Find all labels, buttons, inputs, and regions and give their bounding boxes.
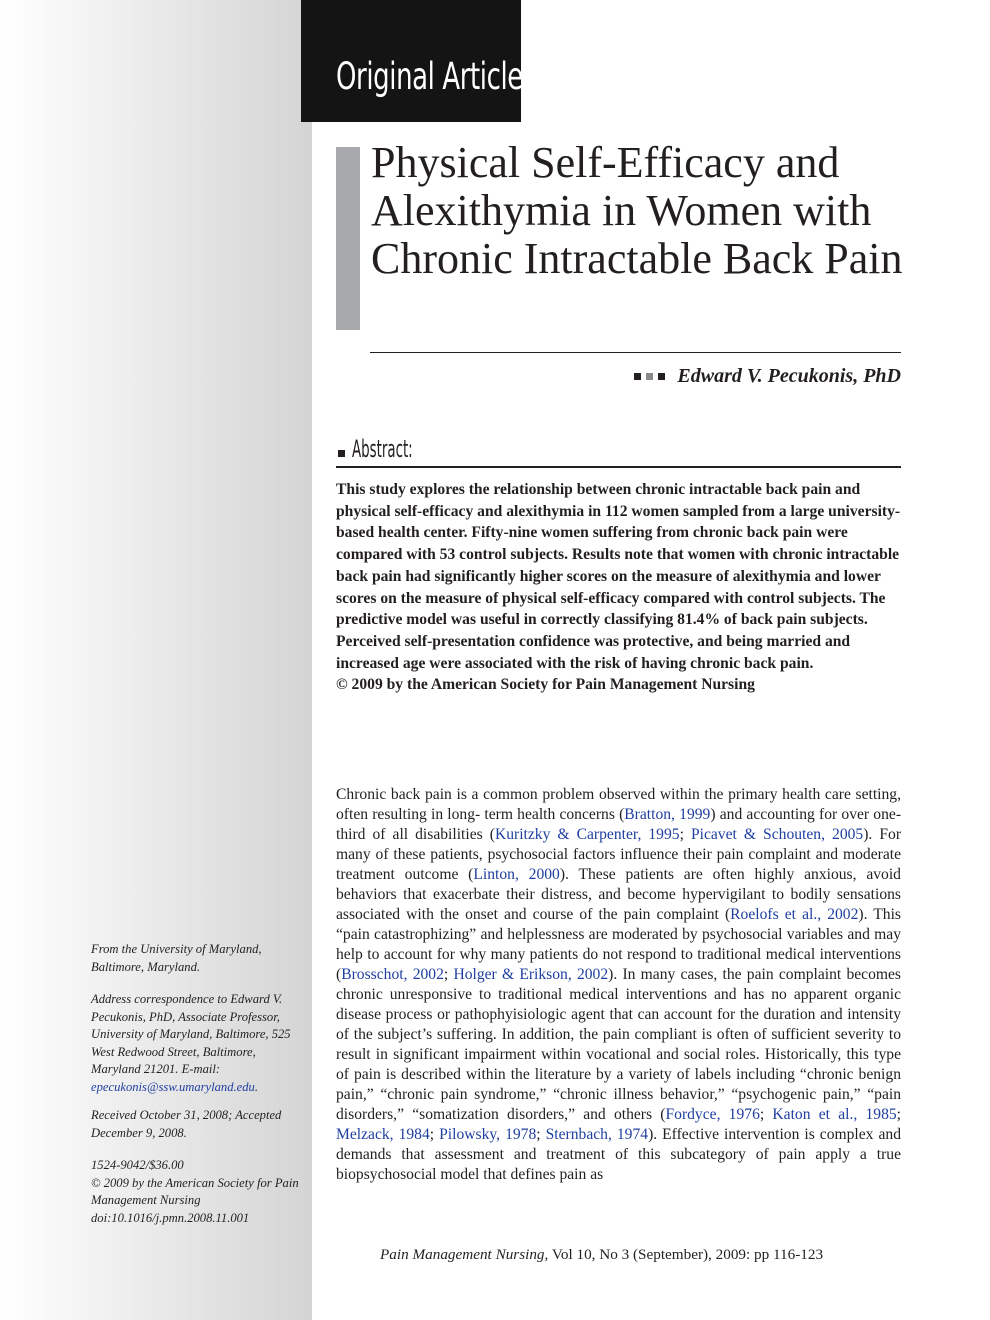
footnote-publication xyxy=(91,1157,306,1227)
footnote-address-end: . xyxy=(254,1079,259,1094)
footnote-affiliation: From the University of Maryland, Baltimore, Maryland. xyxy=(91,942,262,974)
abstract-divider xyxy=(336,466,901,468)
journal-name: Pain Management Nursing, xyxy=(380,1246,549,1263)
article-type-label: Original Article xyxy=(336,55,523,98)
journal-details: Vol 10, No 3 (September), 2009: pp 116-123 xyxy=(548,1246,824,1263)
body-text: ; xyxy=(759,1106,773,1123)
abstract-copyright: © 2009 by the American Society for Pain Management Nursing xyxy=(336,676,755,694)
citation-link[interactable]: Linton, 2000 xyxy=(473,866,560,883)
title-accent-bar xyxy=(336,147,360,330)
citation-link[interactable]: Kuritzky & Carpenter, 1995 xyxy=(494,826,680,843)
abstract xyxy=(336,479,901,696)
footnote-address-text: Address correspondence to Edward V. Pecukonis, PhD, Associate Professor, University of Maryland, Baltimore, 525 West Redwood Street, Baltimore, Maryland 21201. E-mail: xyxy=(91,992,291,1076)
body-paragraph xyxy=(336,785,901,1185)
body-text: ). Effective intervention is complex and demands that assessment and treatment of this subcategory of pain apply a true biopsychosocial model that defines pain as xyxy=(336,1126,901,1183)
body-text: ; xyxy=(536,1126,546,1143)
footnote-doi: doi:10.1016/j.pmn.2008.11.001 xyxy=(91,1210,250,1225)
citation-link[interactable]: Sternbach, 1974 xyxy=(545,1126,649,1143)
citation-link[interactable]: Bratton, 1999 xyxy=(624,806,711,823)
citation-link[interactable]: Holger & Erikson, 2002 xyxy=(453,966,609,983)
body-text: ). This “pain catastrophizing” and helplessness are moderated by psychosocial variables and may help to account for why many patients do not respond to traditional medical interventions ( xyxy=(336,906,901,983)
body-text: ; xyxy=(896,1106,902,1123)
footnote-address xyxy=(91,991,306,1096)
author-name: Edward V. Pecukonis, PhD xyxy=(677,365,901,387)
abstract-text: This study explores the relationship between chronic intractable back pain and physical self-efficacy and alexithymia in 112 women sampled from a large university-based health center. Fifty-nine women suffering from chronic back pain were compared with 53 control subjects. Results note that women with chronic intractable back pain had significantly higher scores on the measure of alexithymia and lower scores on the measure of physical self-efficacy compared with control subjects. The predictive model was useful in correctly classifying 81.4% of back pain subjects. Perceived self-presentation confidence was protective, and being married and increased age were associated with the risk of having chronic back pain. xyxy=(336,481,901,672)
footnote-issn: 1524-9042/$36.00 xyxy=(91,1158,184,1172)
body-text: ). In many cases, the pain complaint becomes chronic unresponsive to traditional medical interventions and has no apparent organic disease process or pathophyisiologic agent that can account for the duration and intensity of the subject’s suffering. In addition, the pain compliant is often of sufficient severity to result in significant impairment within vocational and social roles. Historically, this type of pain is described within the literature by a variety of labels including “chronic benign pain,” “chronic pain syndrome,” “chronic illness behavior,” “psychogenic pain,” “pain disorders,” “somatization disorders,” and others ( xyxy=(336,966,902,1123)
body-text: ). These patients are often highly anxious, avoid behaviors that exacerbate their distress, and become hypervigilant to bodily sensations associated with the onset and course of the pain complaint ( xyxy=(336,866,901,923)
citation-link[interactable]: Picavet & Schouten, 2005 xyxy=(690,826,864,843)
square-icon xyxy=(658,373,665,380)
abstract-heading xyxy=(338,436,450,462)
citation-link[interactable]: Roelofs et al., 2002 xyxy=(730,906,859,923)
bullet-squares-icon xyxy=(634,373,665,380)
citation-link[interactable]: Melzack, 1984 xyxy=(336,1126,430,1143)
body-text: ; xyxy=(679,826,691,843)
square-icon xyxy=(338,450,345,457)
square-icon xyxy=(634,373,641,380)
citation-link[interactable]: Brosschot, 2002 xyxy=(341,966,444,983)
abstract-heading-text: Abstract: xyxy=(352,435,413,463)
citation-link[interactable]: Katon et al., 1985 xyxy=(772,1106,897,1123)
body-text: ). For many of these patients, psychosocial factors influence their pain complaint and moderate treatment outcome ( xyxy=(336,826,902,883)
body-text: ; xyxy=(429,1126,440,1143)
article-title: Physical Self-Efficacy and Alexithymia in Women with Chronic Intractable Back Pain xyxy=(371,138,903,283)
email-link[interactable]: epecukonis@ssw.umaryland.edu xyxy=(91,1079,255,1094)
square-icon xyxy=(646,373,653,380)
body-text: ; xyxy=(443,966,454,983)
title-divider xyxy=(370,352,901,353)
page-footer xyxy=(380,1246,823,1264)
body-text: ) and accounting for over one-third of all disabilities ( xyxy=(336,806,902,843)
body-text: Chronic back pain is a common problem observed within the primary health care setting, often resulting in long- term health concerns ( xyxy=(336,786,901,823)
citation-link[interactable]: Fordyce, 1976 xyxy=(665,1106,760,1123)
footnote-copyright: © 2009 by the American Society for Pain Management Nursing xyxy=(91,1175,299,1207)
footnote-received: Received October 31, 2008; Accepted December 9, 2008. xyxy=(91,1108,282,1140)
author-row xyxy=(634,365,901,388)
citation-link[interactable]: Pilowsky, 1978 xyxy=(439,1126,537,1143)
